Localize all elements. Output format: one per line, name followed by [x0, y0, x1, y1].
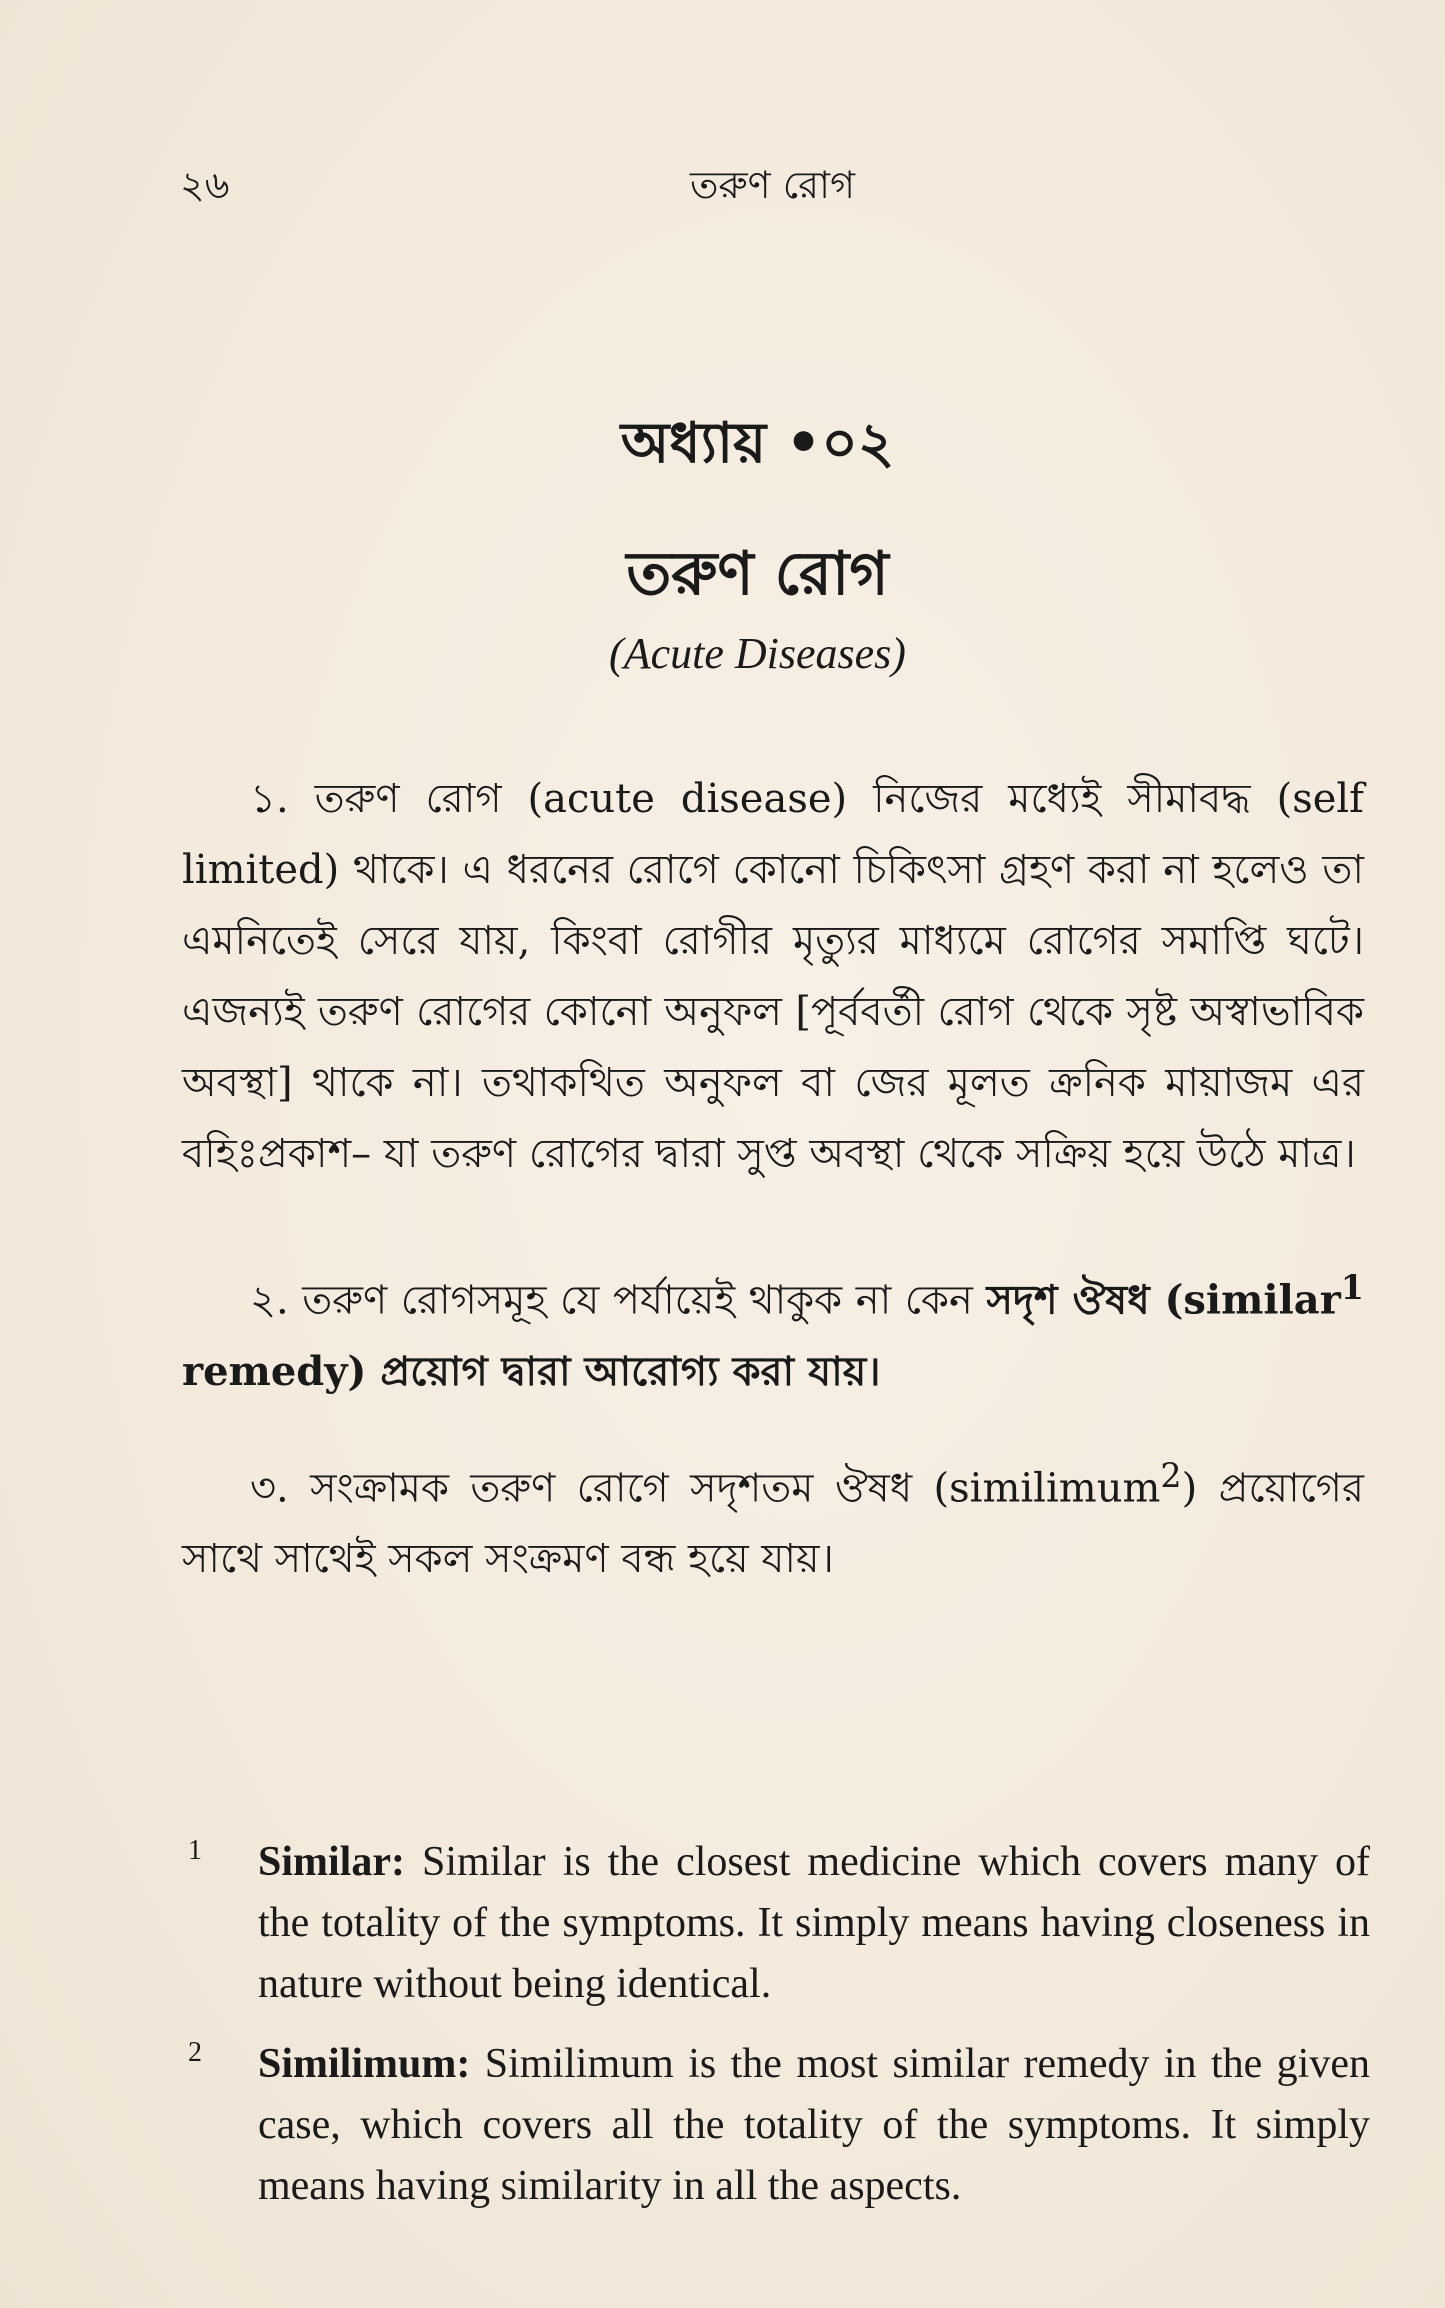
- running-title: তরুণ রোগ: [690, 163, 855, 207]
- paragraph-3-start: ৩. সংক্রামক তরুণ রোগে সদৃশতম ঔষধ (similimum: [250, 1465, 1161, 1512]
- footnote-2-text: Similimum is the most similar remedy in the given case, which covers all the totality of the symptoms. It simply means having similarity in all the aspects.: [258, 2041, 1370, 2209]
- paragraph-2: [182, 1252, 1364, 1408]
- paragraph-1-text: ১. তরুণ রোগ (acute disease) নিজের মধ্যেই সীমাবদ্ধ (self limited) থাকে। এ ধরনের রোগে কোনো চিকিৎসা গ্রহণ করা না হলেও তা এমনিতেই সেরে যায়, কিংবা রোগীর মৃত্যুর মাধ্যমে রোগের সমাপ্তি ঘটে। এজন্যই তরুণ রোগের কোনো অনুফল [পূর্ববর্তী রোগ থেকে সৃষ্ট অস্বাভাবিক অবস্থা] থাকে না। তথাকথিত অনুফল বা জের মূলত ক্রনিক মায়াজম এর বহিঃপ্রকাশ– যা তরুণ রোগের দ্বারা সুপ্ত অবস্থা থেকে সক্রিয় হয়ে উঠে মাত্র।: [182, 776, 1364, 1177]
- footnote-2-marker: 2: [188, 2037, 202, 2068]
- chapter-title: তরুণ রোগ: [626, 539, 889, 609]
- footnote-ref-2: 2: [1160, 1456, 1182, 1495]
- paragraph-3-end: ) প্রয়োগের সাথে সাথেই সকল সংক্রমণ বন্ধ হয়ে যায়।: [182, 1465, 1364, 1583]
- footnote-2-term: Similimum:: [258, 2041, 471, 2087]
- footnote-1-marker: 1: [188, 1835, 202, 1866]
- paragraph-2-bold-end: remedy) প্রয়োগ দ্বারা আরোগ্য করা যায়।: [182, 1348, 881, 1396]
- paragraph-2-plain: ২. তরুণ রোগসমূহ যে পর্যায়েই থাকুক না কেন: [250, 1277, 987, 1324]
- paragraph-1: [182, 764, 1364, 1190]
- paragraph-2-text: [182, 1252, 1364, 1408]
- footnote-2: [182, 2034, 1370, 2217]
- chapter-label: অধ্যায় •০২: [620, 410, 895, 476]
- footnote-1: [182, 1832, 1370, 2015]
- footnote-ref-1: 1: [1340, 1268, 1364, 1307]
- footnote-1-text: Similar is the closest medicine which covers many of the totality of the symptoms. It simply means having closeness in nature without being identical.: [258, 1839, 1370, 2007]
- paragraph-3: [182, 1440, 1364, 1595]
- footnote-1-term: Similar:: [258, 1839, 405, 1885]
- page-number: ২৬: [180, 163, 230, 207]
- chapter-subtitle: (Acute Diseases): [609, 629, 906, 678]
- paragraph-3-text: [182, 1440, 1364, 1595]
- paragraph-2-bold: সদৃশ ঔষধ (similar: [986, 1276, 1341, 1324]
